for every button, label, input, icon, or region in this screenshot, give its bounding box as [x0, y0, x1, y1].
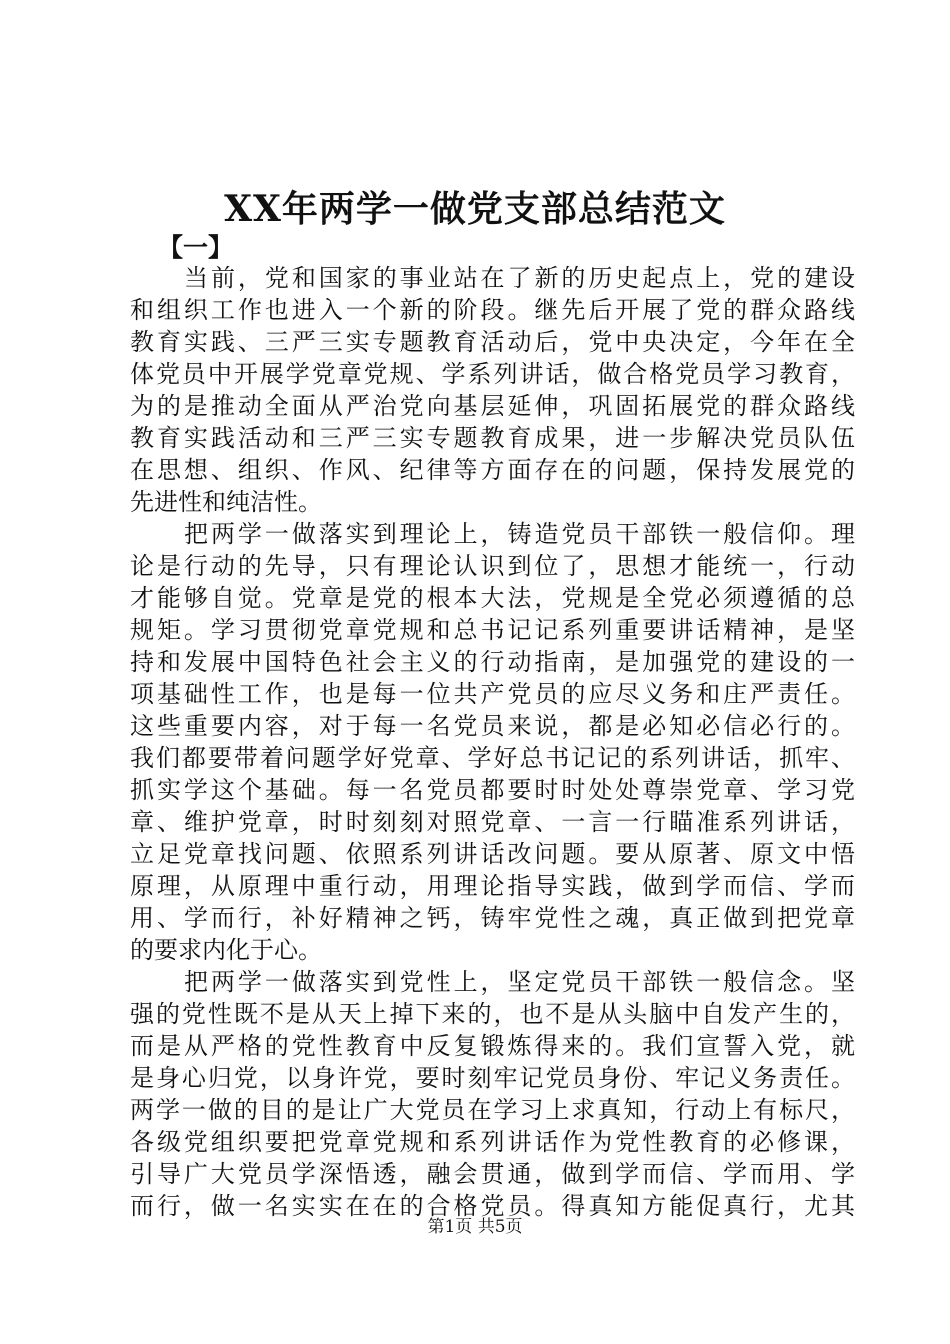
paragraph-line: 这些重要内容，对于每一名党员来说，都是必知必信必行的。 — [130, 712, 855, 740]
paragraph-line: 论是行动的先导，只有理论认识到位了，思想才能统一，行动 — [130, 552, 855, 580]
paragraph-line: 把两学一做落实到党性上，坚定党员干部铁一般信念。坚 — [184, 968, 855, 996]
paragraph-line: 教育实践、三严三实专题教育活动后，党中央决定，今年在全 — [130, 328, 855, 356]
paragraph-line: 我们都要带着问题学好党章、学好总书记记的系列讲话，抓牢、 — [130, 744, 855, 772]
section-marker: 【一】 — [158, 233, 234, 262]
paragraph-line: 用、学而行，补好精神之钙，铸牢党性之魂，真正做到把党章 — [130, 904, 855, 932]
paragraph-line: 是身心归党，以身许党，要时刻牢记党员身份、牢记义务责任。 — [130, 1064, 855, 1092]
paragraph-line: 两学一做的目的是让广大党员在学习上求真知，行动上有标尺， — [130, 1096, 855, 1124]
paragraph-line: 把两学一做落实到理论上，铸造党员干部铁一般信仰。理 — [184, 520, 855, 548]
document-body — [130, 262, 855, 1222]
paragraph-line: 而是从严格的党性教育中反复锻炼得来的。我们宣誓入党，就 — [130, 1032, 855, 1060]
paragraph-line: 的要求内化于心。 — [130, 936, 322, 964]
paragraph — [130, 262, 855, 518]
paragraph-line: 立足党章找问题、依照系列讲话改问题。要从原著、原文中悟 — [130, 840, 855, 868]
paragraph-line: 才能够自觉。党章是党的根本大法，党规是全党必须遵循的总 — [130, 584, 855, 612]
paragraph-line: 章、维护党章，时时刻刻对照党章、一言一行瞄准系列讲话， — [130, 808, 855, 836]
document-title: XX年两学一做党支部总结范文 — [224, 188, 726, 230]
paragraph-line: 为的是推动全面从严治党向基层延伸，巩固拓展党的群众路线 — [130, 392, 855, 420]
paragraph-line: 在思想、组织、作风、纪律等方面存在的问题，保持发展党的 — [130, 456, 855, 484]
paragraph-line: 和组织工作也进入一个新的阶段。继先后开展了党的群众路线 — [130, 296, 855, 324]
paragraph-line: 规矩。学习贯彻党章党规和总书记记系列重要讲话精神，是坚 — [130, 616, 855, 644]
paragraph-line: 体党员中开展学党章党规、学系列讲话，做合格党员学习教育， — [130, 360, 855, 388]
paragraph-line: 教育实践活动和三严三实专题教育成果，进一步解决党员队伍 — [130, 424, 855, 452]
paragraph-line: 各级党组织要把党章党规和系列讲话作为党性教育的必修课， — [130, 1128, 855, 1156]
page-footer: 第1页 共5页 — [427, 1217, 523, 1237]
paragraph-line: 抓实学这个基础。每一名党员都要时时处处尊崇党章、学习党 — [130, 776, 855, 804]
paragraph-line: 持和发展中国特色社会主义的行动指南，是加强党的建设的一 — [130, 648, 855, 676]
paragraph-line: 引导广大党员学深悟透，融会贯通，做到学而信、学而用、学 — [130, 1160, 855, 1188]
paragraph — [130, 966, 855, 1222]
paragraph — [130, 518, 855, 966]
paragraph-line: 先进性和纯洁性。 — [130, 488, 322, 516]
paragraph-line: 原理，从原理中重行动，用理论指导实践，做到学而信、学而 — [130, 872, 855, 900]
paragraph-line: 当前，党和国家的事业站在了新的历史起点上，党的建设 — [184, 264, 855, 292]
paragraph-line: 而行，做一名实实在在的合格党员。得真知方能促真行，尤其 — [130, 1192, 855, 1220]
paragraph-line: 强的党性既不是从天上掉下来的，也不是从头脑中自发产生的， — [130, 1000, 855, 1028]
paragraph-line: 项基础性工作，也是每一位共产党员的应尽义务和庄严责任。 — [130, 680, 855, 708]
